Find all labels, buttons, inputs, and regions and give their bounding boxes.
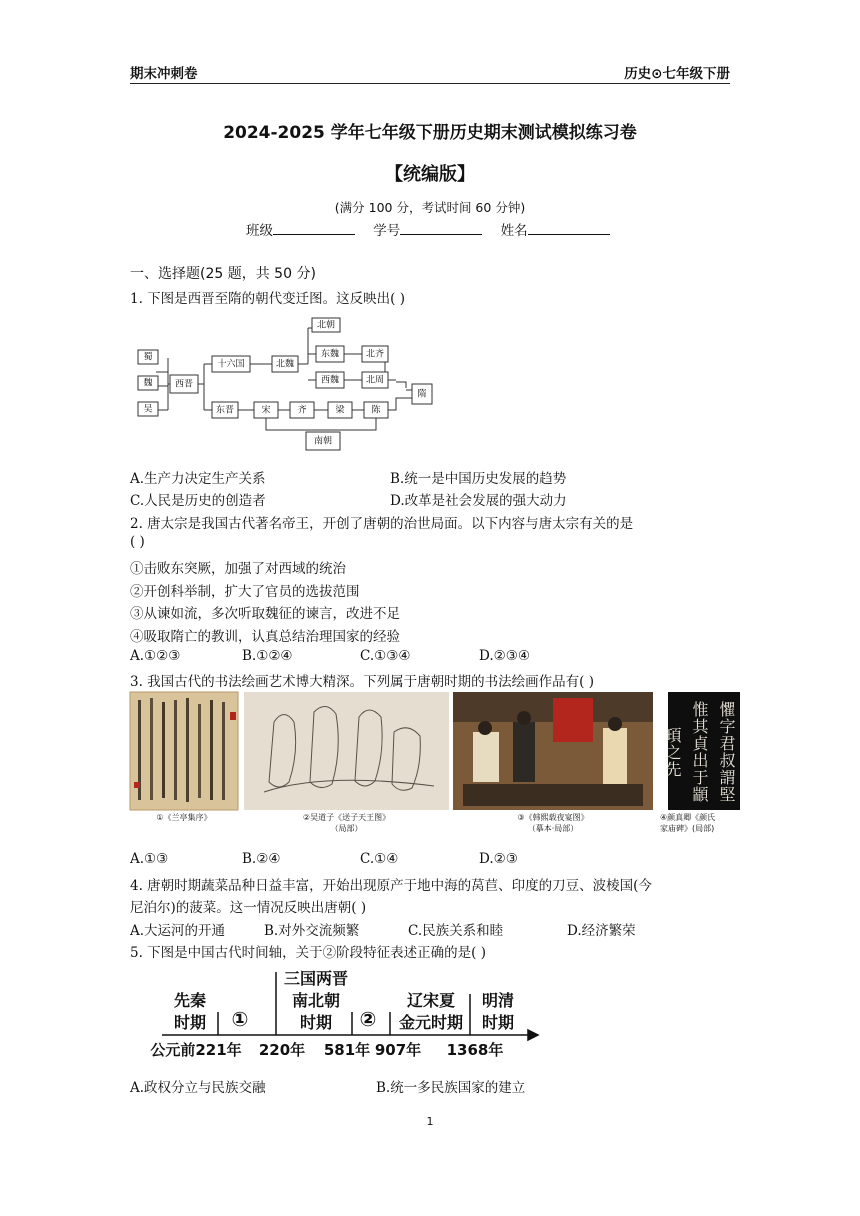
tl-circle-1: ① [231, 1007, 249, 1031]
tl-nanbeichao-2: 时期 [299, 1013, 333, 1032]
dynasty-diagram [134, 314, 434, 454]
header-right: 历史⊙七年级下册 [624, 66, 730, 82]
q3-stem: 3. 我国古代的书法绘画艺术博大精深。下列属于唐朝时期的书法绘画作品有( ) [130, 674, 594, 690]
box-nanchao: 南朝 [313, 436, 333, 447]
box-beiwei: 北魏 [275, 359, 295, 370]
box-dongwei: 东魏 [320, 349, 340, 360]
q3-option-a[interactable]: A.①③ [130, 851, 169, 867]
q5-stem: 5. 下图是中国古代时间轴，关于②阶段特征表述正确的是( ) [130, 945, 486, 961]
q5-option-a[interactable]: A.政权分立与民族交融 [130, 1080, 266, 1096]
caption-4-line1: ④颜真卿《颜氏 [660, 813, 716, 822]
q1-option-b[interactable]: B.统一是中国历史发展的趋势 [390, 471, 567, 487]
q2-item-2: ②开创科举制，扩大了官员的选拔范围 [130, 584, 360, 600]
q2-option-a[interactable]: A.①②③ [130, 648, 181, 664]
q2-item-4: ④吸取隋亡的教训，认真总结治理国家的经验 [130, 629, 400, 645]
box-beiqi: 北齐 [365, 349, 385, 360]
q4-option-d[interactable]: D.经济繁荣 [567, 923, 636, 939]
class-blank[interactable] [273, 221, 355, 235]
tl-year-3: 581年 [323, 1041, 371, 1059]
lantingjixu-image [130, 692, 238, 810]
box-wu: 吴 [143, 404, 153, 415]
caption-2 [244, 812, 449, 834]
caption-4 [660, 812, 750, 834]
q2-stem: 2. 唐太宗是我国古代著名帝王，开创了唐朝的治世局面。以下内容与唐太宗有关的是 [130, 516, 634, 532]
tl-xianqin: 先秦 [173, 991, 207, 1010]
caption-2-line1: ②吴道子《送子天王图》 [302, 813, 391, 822]
calligraphy-text: 懼字君叔謂堅惟其貞出于顓頊之先 [663, 701, 736, 803]
tl-jinyuan: 金元时期 [398, 1013, 464, 1032]
caption-2-line2: （局部） [330, 824, 363, 833]
name-blank[interactable] [528, 221, 610, 235]
exam-subtitle: 【统编版】 [385, 164, 475, 185]
box-shu: 蜀 [143, 352, 153, 363]
exam-note: (满分 100 分，考试时间 60 分钟) [334, 200, 526, 215]
songzitianwangtu-image [244, 692, 449, 810]
tl-xianqin-2: 时期 [173, 1013, 207, 1032]
caption-3-line1: ③《韩熙载夜宴图》 [517, 813, 589, 822]
q2-item-3: ③从谏如流，多次听取魏征的谏言，改进不足 [130, 606, 400, 622]
box-song: 宋 [261, 405, 271, 416]
tl-year-1: 公元前221年 [150, 1041, 242, 1059]
hanxizaiyeyantu-image [453, 692, 653, 810]
q1-stem: 1. 下图是西晋至隋的朝代变迁图。这反映出( ) [130, 291, 405, 307]
box-shiliuguo: 十六国 [217, 359, 245, 370]
tl-liaosong: 辽宋夏 [406, 991, 456, 1010]
tl-circle-2: ② [359, 1007, 377, 1031]
box-beizhou: 北周 [365, 375, 385, 386]
q3-option-c[interactable]: C.①④ [360, 851, 399, 867]
caption-3 [453, 812, 653, 834]
number-blank[interactable] [400, 221, 482, 235]
caption-3-line2: （摹本·局部） [527, 824, 579, 833]
page-number: 1 [426, 1115, 434, 1128]
q3-option-d[interactable]: D.②③ [479, 851, 518, 867]
box-dongjin: 东晋 [215, 405, 235, 416]
q2-item-1: ①击败东突厥，加强了对西域的统治 [130, 561, 346, 577]
tl-year-5: 1368年 [446, 1041, 504, 1059]
q2-option-d[interactable]: D.②③④ [479, 648, 530, 664]
name-label: 姓名 [500, 223, 528, 239]
q1-option-c[interactable]: C.人民是历史的创造者 [130, 493, 266, 509]
header-left: 期末冲刺卷 [130, 66, 198, 82]
box-chen: 陈 [371, 405, 381, 416]
q3-option-b[interactable]: B.②④ [242, 851, 281, 867]
q2-option-c[interactable]: C.①③④ [360, 648, 411, 664]
box-sui: 隋 [417, 389, 427, 400]
box-qi: 齐 [297, 405, 307, 416]
page-header [130, 62, 730, 84]
q4-option-a[interactable]: A.大运河的开通 [130, 923, 226, 939]
tl-mingqing: 明清 [481, 991, 515, 1010]
tl-year-2: 220年 [258, 1041, 306, 1059]
tl-nanbeichao: 南北朝 [291, 991, 341, 1010]
q1-option-d[interactable]: D.改革是社会发展的强大动力 [390, 493, 567, 509]
box-xiwei: 西魏 [320, 375, 340, 386]
q4-option-b[interactable]: B.对外交流频繁 [264, 923, 360, 939]
section-heading: 一、选择题(25 题，共 50 分) [130, 266, 316, 282]
q5-option-b[interactable]: B.统一多民族国家的建立 [376, 1080, 526, 1096]
box-liang: 梁 [335, 405, 345, 416]
caption-4-line2: 家庙碑》(局部) [660, 824, 715, 833]
class-label: 班级 [246, 223, 273, 239]
q4-option-c[interactable]: C.民族关系和睦 [408, 923, 504, 939]
student-fields [246, 219, 624, 239]
exam-title: 2024-2025 学年七年级下册历史期末测试模拟练习卷 [223, 123, 637, 143]
q4-stem: 4. 唐朝时期蔬菜品种日益丰富，开始出现原产于地中海的莴苣、印度的刀豆、波棱国(今 [130, 878, 652, 894]
caption-1: ①《兰亭集序》 [156, 813, 212, 822]
timeline-diagram [140, 964, 540, 1064]
number-label: 学号 [373, 223, 401, 239]
q2-stem-2: ( ) [130, 534, 145, 550]
box-beichao: 北朝 [316, 320, 336, 331]
box-xijin: 西晋 [174, 379, 194, 390]
q2-option-b[interactable]: B.①②④ [242, 648, 293, 664]
tl-mingqing-2: 时期 [481, 1013, 515, 1032]
yanshijiamiaobei-image [663, 692, 740, 810]
q1-option-a[interactable]: A.生产力决定生产关系 [130, 471, 266, 487]
tl-sanguo: 三国两晋 [283, 969, 349, 988]
tl-year-4: 907年 [374, 1041, 422, 1059]
q4-stem-2: 尼泊尔)的菠菜。这一情况反映出唐朝( ) [130, 900, 367, 916]
box-wei: 魏 [143, 378, 153, 389]
